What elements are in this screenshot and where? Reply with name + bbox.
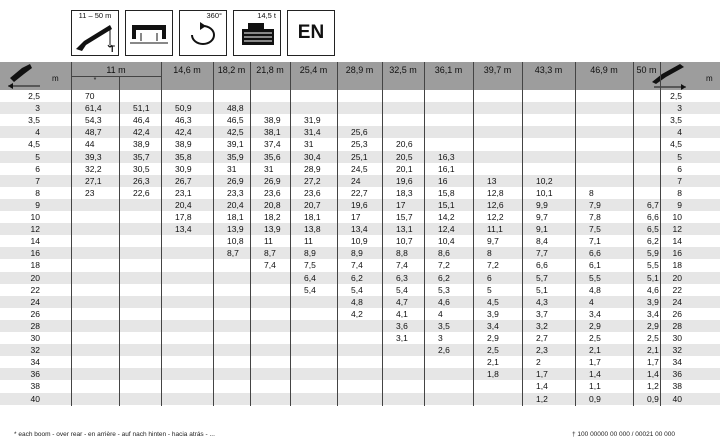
load-value: 4,1 [396, 308, 408, 319]
load-value: 1,7 [536, 369, 548, 380]
load-value: 42,5 [227, 127, 244, 138]
load-value: 19,6 [351, 199, 368, 210]
load-value: 2,9 [487, 333, 499, 343]
radius-value-left: 2,5 [28, 91, 40, 101]
load-value: 6,6 [589, 248, 601, 259]
outrigger-icon [126, 11, 172, 55]
load-value: 31 [264, 163, 274, 174]
load-value: 7,7 [536, 248, 548, 259]
load-value: 51,1 [133, 103, 150, 114]
load-value: 25,3 [351, 139, 368, 150]
load-value: 3,5 [438, 320, 450, 331]
load-value: 3,6 [396, 320, 408, 331]
row-band [0, 393, 720, 405]
radius-value-left: 7 [35, 175, 40, 186]
boom-length-header: 39,7 m [483, 65, 512, 75]
load-value: 26,3 [133, 175, 150, 186]
load-value: 27,2 [304, 175, 321, 186]
load-value: 46,4 [133, 115, 150, 126]
radius-value-left: 32 [30, 345, 40, 356]
load-value: 39,1 [227, 139, 244, 150]
load-value: 30,9 [175, 163, 192, 174]
load-value: 4 [589, 296, 594, 307]
load-value: 23,1 [175, 187, 192, 198]
load-value: 3,4 [589, 308, 601, 319]
load-value: 5 [487, 284, 492, 295]
load-value: 23,6 [304, 187, 321, 198]
load-value: 17 [396, 199, 406, 210]
load-value: 7,2 [487, 260, 499, 271]
radius-value-left: 10 [30, 212, 40, 222]
language-badge: EN [287, 10, 335, 56]
load-value: 61,4 [85, 103, 102, 114]
radius-value-left: 28 [30, 320, 40, 331]
load-value: 44 [85, 139, 95, 150]
load-value: 32,2 [85, 163, 102, 174]
radius-value-left: 26 [30, 308, 40, 319]
load-value: 31,9 [304, 115, 321, 126]
boom-length-header: 36,1 m [434, 65, 463, 75]
column-divider [290, 62, 291, 406]
load-value: 7,4 [396, 260, 408, 271]
radius-value-left: 34 [30, 357, 40, 368]
load-value: 12,6 [487, 199, 504, 210]
load-value: 15,7 [396, 212, 413, 222]
load-value: 2 [536, 357, 541, 368]
load-value: 70 [85, 91, 95, 101]
header-underline [71, 76, 161, 77]
load-value: 8,4 [536, 236, 548, 247]
load-value: 11 [264, 236, 273, 247]
load-value: 13,8 [304, 224, 321, 235]
footer-note-left: * each boom - over rear - en arrière - auf nach hinten - hacia atrás - ... [14, 431, 215, 438]
load-value: 5,7 [536, 272, 548, 283]
radius-value-left: 22 [30, 284, 40, 295]
load-value: 31 [304, 139, 314, 150]
column-divider [382, 62, 383, 406]
load-value: 15,8 [438, 187, 455, 198]
load-value: 1,4 [536, 381, 548, 392]
radius-value-left: 4 [35, 127, 40, 138]
radius-value-right: 8 [677, 187, 682, 198]
load-value: 3,1 [396, 333, 408, 343]
boom-length-header: 14,6 m [173, 65, 201, 75]
load-value: 8,6 [438, 248, 450, 259]
radius-value-right: 3,5 [670, 115, 682, 126]
boom-length-header: 28,9 m [345, 65, 374, 75]
radius-value-right: 38 [672, 381, 682, 392]
load-value: 12,4 [438, 224, 455, 235]
load-value: 28,9 [304, 163, 321, 174]
load-value: 38,1 [264, 127, 281, 138]
rotation-icon [180, 11, 226, 55]
radius-value-left: 36 [30, 369, 40, 380]
load-value: 4 [438, 308, 443, 319]
load-value: 9,7 [536, 212, 548, 222]
radius-value-left: 3 [35, 103, 40, 114]
load-value: 7,1 [589, 236, 601, 247]
load-value: 5,5 [647, 260, 659, 271]
load-value: 20,7 [304, 199, 321, 210]
load-value: 3,9 [487, 308, 499, 319]
rotation-label: 360° [206, 11, 222, 20]
load-value: 2,9 [647, 320, 659, 331]
load-value: 35,6 [264, 151, 281, 162]
column-divider [424, 62, 425, 406]
load-value: 10,7 [396, 236, 413, 247]
load-value: 0,9 [589, 393, 601, 404]
column-divider [161, 62, 162, 406]
load-value: 8 [589, 187, 594, 198]
radius-value-right: 6 [677, 163, 682, 174]
load-value: 18,3 [396, 187, 413, 198]
load-value: 20,6 [396, 139, 413, 150]
column-divider [337, 62, 338, 406]
column-divider [71, 62, 72, 406]
load-value: 8,7 [264, 248, 276, 259]
load-value: 5,5 [589, 272, 601, 283]
counterweight-icon [234, 11, 280, 55]
load-value: 4,8 [589, 284, 601, 295]
boom-length-header: 21,8 m [256, 65, 284, 75]
load-value: 42,4 [175, 127, 192, 138]
load-value: 13 [487, 175, 497, 186]
load-value: 6,2 [351, 272, 363, 283]
load-value: 2,7 [536, 333, 548, 343]
load-value: 3,9 [647, 296, 659, 307]
load-value: 2,1 [589, 345, 601, 356]
load-value: 6,6 [536, 260, 548, 271]
load-value: 3 [438, 333, 443, 343]
radius-value-right: 3 [677, 103, 682, 114]
load-value: 10,4 [438, 236, 455, 247]
radius-value-left: 8 [35, 187, 40, 198]
load-value: 2,1 [487, 357, 499, 368]
radius-value-right: 9 [677, 199, 682, 210]
radius-value-right: 34 [672, 357, 682, 368]
load-value: 2,5 [487, 345, 499, 356]
load-value: 6,3 [396, 272, 408, 283]
load-value: 31 [227, 163, 237, 174]
radius-value-right: 36 [672, 369, 682, 380]
load-value: 24,5 [351, 163, 368, 174]
load-value: 13,9 [227, 224, 244, 235]
boom-range-label: 11 – 50 m [78, 11, 112, 20]
load-value: 50,9 [175, 103, 192, 114]
load-value: 20,4 [227, 199, 244, 210]
load-value: 15,1 [438, 199, 455, 210]
load-value: 54,3 [85, 115, 102, 126]
radius-value-left: 9 [35, 199, 40, 210]
column-divider [250, 62, 251, 406]
load-value: 5,1 [647, 272, 659, 283]
radius-value-left: 5 [35, 151, 40, 162]
slewing-icon-box [179, 10, 227, 56]
load-value: 5,4 [396, 284, 408, 295]
radius-value-right: 4 [677, 127, 682, 138]
load-value: 16,3 [438, 151, 455, 162]
load-value: 8,7 [227, 248, 239, 259]
radius-value-left: 16 [30, 248, 40, 259]
row-band [0, 320, 720, 332]
load-value: 27,1 [85, 175, 102, 186]
radius-crane-icon [0, 62, 70, 90]
load-value: 3,7 [536, 308, 548, 319]
load-value: 1,7 [647, 357, 659, 368]
load-value: 38,9 [264, 115, 281, 126]
load-value: 6,2 [438, 272, 450, 283]
load-value: 23 [85, 187, 95, 198]
load-value: 2,6 [438, 345, 450, 356]
radius-value-right: 7 [677, 175, 682, 186]
load-value: 18,1 [304, 212, 321, 222]
load-value: 4,3 [536, 296, 548, 307]
load-value: 13,4 [175, 224, 192, 235]
load-value: 39,3 [85, 151, 102, 162]
column-divider [213, 62, 214, 406]
load-value: 25,6 [351, 127, 368, 138]
load-value: 8,8 [396, 248, 408, 259]
load-value: 35,9 [227, 151, 244, 162]
radius-value-right: 26 [672, 308, 682, 319]
load-value: 20,1 [396, 163, 413, 174]
load-value: 11 [304, 236, 313, 247]
load-value: 6,7 [647, 199, 659, 210]
load-value: 2,3 [536, 345, 548, 356]
radius-value-right: 32 [672, 345, 682, 356]
load-value: 17,8 [175, 212, 192, 222]
load-value: 9,9 [536, 199, 548, 210]
radius-value-left: 40 [30, 393, 40, 404]
load-value: 42,4 [133, 127, 150, 138]
load-value: 7,5 [589, 224, 601, 235]
row-band [0, 102, 720, 114]
load-value: 18,2 [264, 212, 281, 222]
load-value: 13,9 [264, 224, 281, 235]
load-value: 26,9 [264, 175, 281, 186]
boom-length-header: 50 m [636, 65, 657, 75]
boom-length-11m-sub: * [93, 77, 97, 84]
load-value: 1,8 [487, 369, 499, 380]
load-value: 16 [438, 175, 448, 186]
radius-value-right: 5 [677, 151, 682, 162]
load-value: 7,8 [589, 212, 601, 222]
load-value: 7,4 [351, 260, 363, 271]
load-value: 7,4 [264, 260, 276, 271]
radius-value-right: 2,5 [670, 91, 682, 101]
outrigger-icon-box [125, 10, 173, 56]
load-value: 38,9 [133, 139, 150, 150]
load-value: 3,4 [647, 308, 659, 319]
load-value: 2,9 [589, 320, 601, 331]
load-value: 19,6 [396, 175, 413, 186]
load-value: 31,4 [304, 127, 321, 138]
load-value: 8,9 [351, 248, 363, 259]
load-value: 4,2 [351, 308, 363, 319]
load-value: 20,5 [396, 151, 413, 162]
load-value: 37,4 [264, 139, 281, 150]
load-value: 6 [487, 272, 492, 283]
load-value: 2,1 [647, 345, 659, 356]
load-value: 4,8 [351, 296, 363, 307]
load-value: 14,2 [438, 212, 455, 222]
load-value: 8,9 [304, 248, 316, 259]
radius-unit-left: m [52, 74, 59, 83]
radius-value-right: 30 [672, 333, 682, 343]
load-value: 2,5 [647, 333, 659, 343]
column-divider [473, 62, 474, 406]
load-value: 6,6 [647, 212, 659, 222]
load-value: 22,6 [133, 187, 150, 198]
load-value: 22,7 [351, 187, 368, 198]
load-value: 20,8 [264, 199, 281, 210]
row-band [0, 368, 720, 380]
load-value: 38,9 [175, 139, 192, 150]
load-value: 13,4 [351, 224, 368, 235]
boom-length-header: 18,2 m [217, 65, 246, 75]
load-value: 0,9 [647, 393, 659, 404]
radius-value-right: 16 [672, 248, 682, 259]
load-value: 2,5 [589, 333, 601, 343]
radius-value-left: 3,5 [28, 115, 40, 126]
load-value: 23,3 [227, 187, 244, 198]
load-value: 5,3 [438, 284, 450, 295]
radius-value-left: 30 [30, 333, 40, 343]
radius-value-right: 12 [672, 224, 682, 235]
load-value: 5,4 [304, 284, 316, 295]
load-value: 6,5 [647, 224, 659, 235]
load-value: 10,1 [536, 187, 553, 198]
row-band [0, 344, 720, 356]
load-value: 30,4 [304, 151, 321, 162]
load-value: 20,4 [175, 199, 192, 210]
load-value: 46,3 [175, 115, 192, 126]
load-value: 10,2 [536, 175, 553, 186]
column-divider [660, 62, 661, 406]
load-value: 48,8 [227, 103, 244, 114]
load-value: 30,5 [133, 163, 150, 174]
column-divider [119, 76, 120, 406]
load-value: 7,2 [438, 260, 450, 271]
load-value: 4,5 [487, 296, 499, 307]
radius-value-right: 10 [672, 212, 682, 222]
load-value: 6,1 [589, 260, 601, 271]
load-value: 4,6 [438, 296, 450, 307]
boom-length-header: 32,5 m [389, 65, 417, 75]
radius-value-left: 4,5 [28, 139, 40, 150]
load-value: 6,4 [304, 272, 316, 283]
footer-note-right: † 100 00000 00 000 / 00021 00 000 [572, 431, 676, 438]
load-value: 16,1 [438, 163, 455, 174]
load-value: 26,7 [175, 175, 192, 186]
load-value: 4,7 [396, 296, 408, 307]
counterweight-label: 14,5 t [257, 11, 276, 20]
radius-value-left: 38 [30, 381, 40, 392]
load-value: 3,4 [487, 320, 499, 331]
load-value: 9,7 [487, 236, 499, 247]
load-value: 18,1 [227, 212, 244, 222]
radius-value-right: 28 [672, 320, 682, 331]
radius-value-right: 14 [672, 236, 682, 247]
load-value: 24 [351, 175, 361, 186]
load-value: 5,9 [647, 248, 659, 259]
radius-value-left: 18 [30, 260, 40, 271]
boom-unit-label: T [109, 44, 115, 54]
load-value: 10,8 [227, 236, 244, 247]
load-value: 1,2 [647, 381, 659, 392]
radius-value-right: 40 [672, 393, 682, 404]
column-divider [633, 62, 634, 406]
load-value: 6,2 [647, 236, 659, 247]
column-divider [522, 62, 523, 406]
radius-value-left: 14 [30, 236, 40, 247]
load-value: 17 [351, 212, 361, 222]
load-value: 23,6 [264, 187, 281, 198]
load-value: 11,1 [487, 224, 503, 235]
load-value: 1,7 [589, 357, 601, 368]
radius-value-left: 12 [30, 224, 40, 235]
radius-value-right: 24 [672, 296, 682, 307]
column-divider [575, 62, 576, 406]
boom-length-header: 43,3 m [534, 65, 563, 75]
load-value: 35,7 [133, 151, 150, 162]
radius-value-left: 20 [30, 272, 40, 283]
radius-value-left: 6 [35, 163, 40, 174]
load-value: 1,2 [536, 393, 548, 404]
load-value: 9,1 [536, 224, 548, 235]
radius-value-right: 18 [672, 260, 682, 271]
load-value: 5,1 [536, 284, 548, 295]
load-value: 1,4 [647, 369, 659, 380]
load-value: 7,9 [589, 199, 601, 210]
radius-value-right: 4,5 [670, 139, 682, 150]
counterweight-icon-box [233, 10, 281, 56]
boom-length-icon-box [71, 10, 119, 56]
radius-value-left: 24 [30, 296, 40, 307]
radius-value-right: 22 [672, 284, 682, 295]
load-value: 26,9 [227, 175, 244, 186]
load-value: 25,1 [351, 151, 368, 162]
boom-length-header: 46,9 m [590, 65, 618, 75]
load-value: 1,4 [589, 369, 601, 380]
load-value: 46,5 [227, 115, 244, 126]
load-value: 10,9 [351, 236, 368, 247]
load-value: 7,5 [304, 260, 316, 271]
load-value: 8 [487, 248, 492, 259]
load-value: 12,2 [487, 212, 504, 222]
load-value: 35,8 [175, 151, 192, 162]
load-value: 3,2 [536, 320, 548, 331]
boom-length-11m-header: 11 m [106, 65, 126, 75]
load-value: 48,7 [85, 127, 102, 138]
load-value: 13,1 [396, 224, 413, 235]
boom-length-header: 25,4 m [299, 65, 328, 75]
radius-value-right: 20 [672, 272, 682, 283]
radius-unit-right: m [706, 74, 713, 83]
load-value: 1,1 [589, 381, 601, 392]
load-value: 4,6 [647, 284, 659, 295]
load-value: 12,8 [487, 187, 504, 198]
load-value: 5,4 [351, 284, 363, 295]
